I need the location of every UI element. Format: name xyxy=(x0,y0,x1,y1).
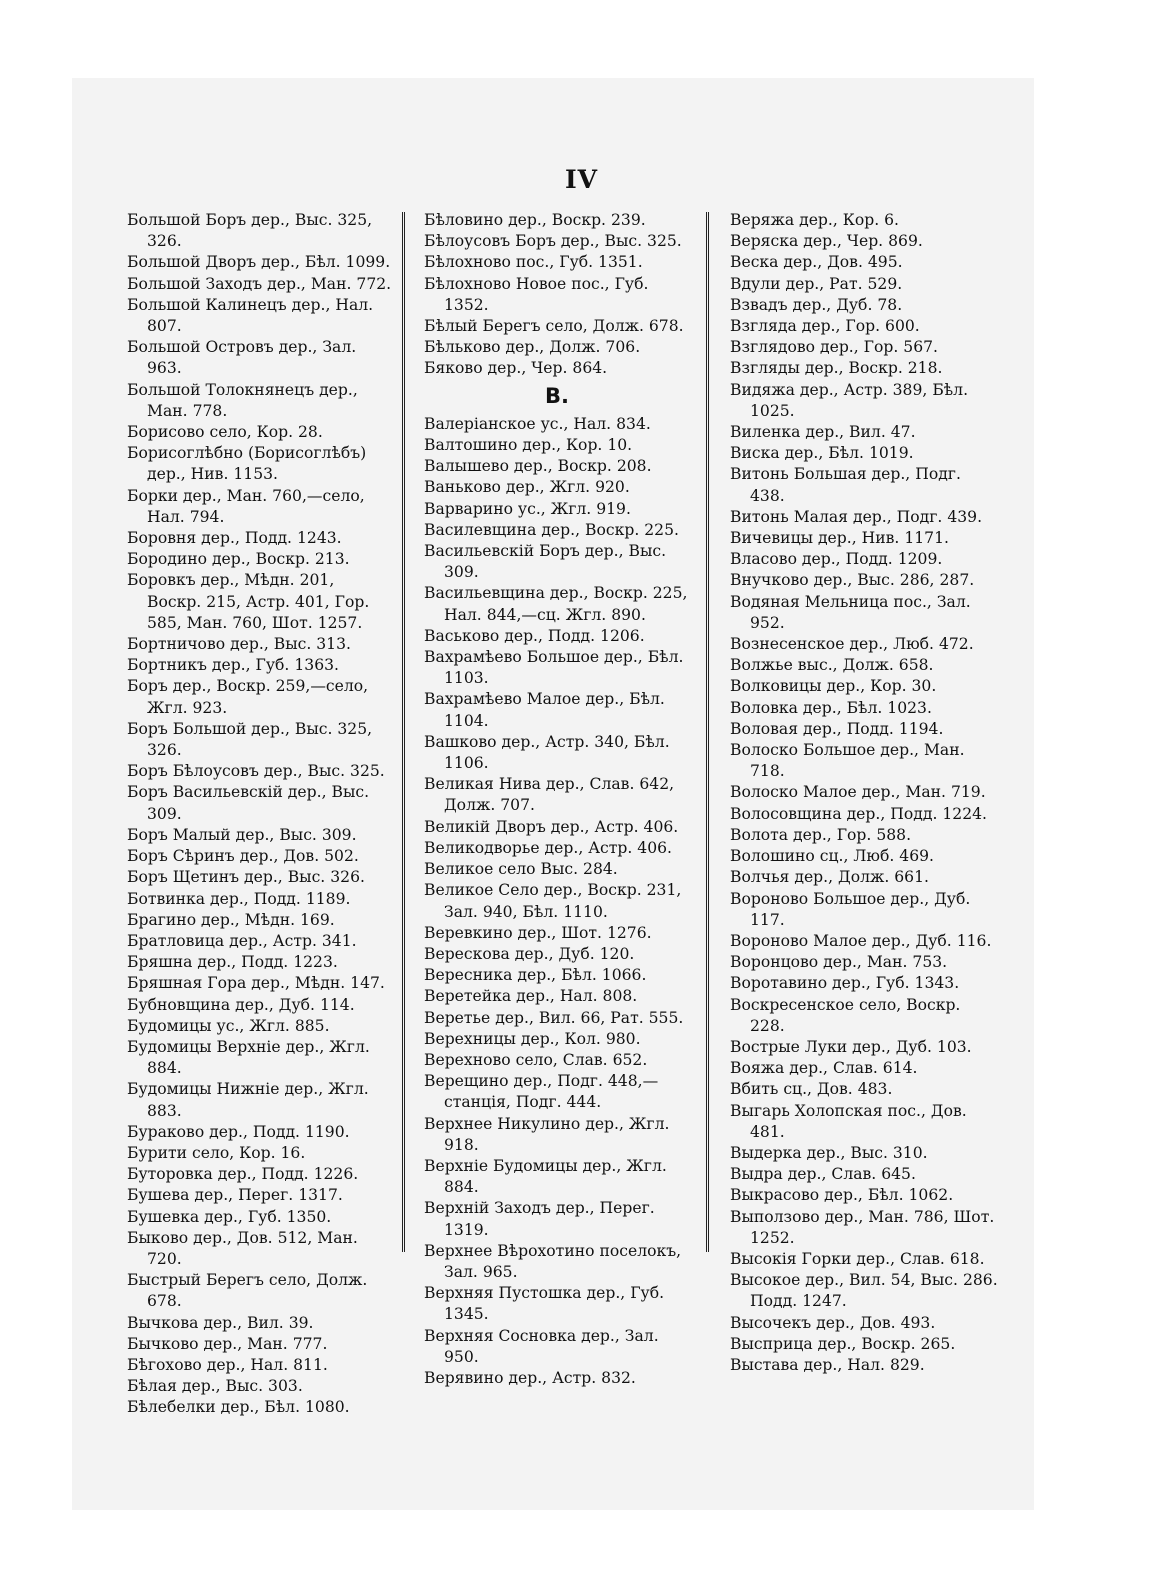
index-entry: Волошино сц., Люб. 469. xyxy=(730,847,935,866)
index-entry: Бряшна дер., Подд. 1223. xyxy=(127,953,338,972)
index-entry: Верхній Заходъ дер., Перег. 1319. xyxy=(424,1199,655,1239)
index-entry: Веретье дер., Вил. 66, Рат. 555. xyxy=(424,1008,684,1027)
index-entry: Большой Боръ дер., Выс. 325, 326. xyxy=(127,211,373,251)
section-letter-heading: В. xyxy=(545,383,569,408)
index-entry: Брагино дер., Мѣдн. 169. xyxy=(127,910,335,929)
index-entry: Выгарь Холопская пос., Дов. 481. xyxy=(730,1101,967,1141)
index-entry: Верявино дер., Астр. 832. xyxy=(424,1368,636,1387)
index-entry: Верхняя Сосновка дер., Зал. 950. xyxy=(424,1326,659,1366)
index-entry: Вичевицы дер., Нив. 1171. xyxy=(730,529,949,548)
index-entry: Видяжа дер., Астр. 389, Бѣл. 1025. xyxy=(730,380,969,420)
index-entry: Воловка дер., Бѣл. 1023. xyxy=(730,698,932,717)
index-entry: Вычкова дер., Вил. 39. xyxy=(127,1313,314,1332)
index-entry: Боровкъ дер., Мѣдн. 201, Воскр. 215, Астр. 401, Гор. 585, Ман. 760, Шот. 1257. xyxy=(127,571,370,632)
index-entry: Борки дер., Ман. 760,—село, Нал. 794. xyxy=(127,486,365,526)
index-entry: Бѣлохново пос., Губ. 1351. xyxy=(424,253,643,272)
index-entry: Верхнее Вѣрохотино поселокъ, Зал. 965. xyxy=(424,1241,682,1281)
index-entry: Веска дер., Дов. 495. xyxy=(730,253,903,272)
index-entry: Бычково дер., Ман. 777. xyxy=(127,1334,328,1353)
index-entry: Вбить сц., Дов. 483. xyxy=(730,1080,893,1099)
index-entry: Боръ Щетинъ дер., Выс. 326. xyxy=(127,868,365,887)
index-entry: Большой Калинецъ дер., Нал. 807. xyxy=(127,295,374,336)
index-entry: Большой Толокнянецъ дер., Ман. 778. xyxy=(127,380,358,420)
index-entry: Бураково дер., Подд. 1190. xyxy=(127,1122,350,1141)
index-entry: Великое село Выс. 284. xyxy=(424,860,618,879)
index-entry: Воронцово дер., Ман. 753. xyxy=(730,953,948,972)
index-entry: Взглядово дер., Гор. 567. xyxy=(730,338,939,357)
index-entry: Бѣлая дер., Выс. 303. xyxy=(127,1377,303,1396)
index-entry: Бѣловино дер., Воскр. 239. xyxy=(424,211,646,229)
index-entry: Высокія Горки дер., Слав. 618. xyxy=(730,1249,985,1268)
index-entry: Боръ дер., Воскр. 259,—село, Жгл. 923. xyxy=(127,677,369,717)
index-entry: Власово дер., Подд. 1209. xyxy=(730,550,943,569)
index-entry: Буторовка дер., Подд. 1226. xyxy=(127,1165,359,1184)
index-entry: Бѣлебелки дер., Бѣл. 1080. xyxy=(127,1398,350,1417)
index-entry: Вересника дер., Бѣл. 1066. xyxy=(424,966,647,985)
index-entry: Взвадъ дер., Дуб. 78. xyxy=(730,295,903,314)
index-entry: Веряска дер., Чер. 869. xyxy=(730,232,923,251)
index-entry: Будомицы ус., Жгл. 885. xyxy=(127,1016,330,1035)
index-entry: Бѣльково дер., Долж. 706. xyxy=(424,338,641,357)
index-entry: Бородино дер., Воскр. 213. xyxy=(127,550,350,569)
index-entry: Бушева дер., Перег. 1317. xyxy=(127,1186,343,1205)
index-entry: Волоско Большое дер., Ман. 718. xyxy=(730,741,965,781)
index-entry: Верескова дер., Дуб. 120. xyxy=(424,944,635,963)
index-entry: Вдули дер., Рат. 529. xyxy=(730,274,903,293)
index-entry: Боръ Васильевскій дер., Выс. 309. xyxy=(127,783,370,823)
index-entry: Быстрый Берегъ село, Долж. 678. xyxy=(127,1271,368,1311)
index-entry: Боръ Бѣлоусовъ дер., Выс. 325. xyxy=(127,762,385,781)
index-entry: Верещино дер., Подг. 448,—станція, Подг. 444. xyxy=(424,1072,659,1112)
index-entry: Бортничово дер., Выс. 313. xyxy=(127,635,351,654)
index-entry: Бубновщина дер., Дуб. 114. xyxy=(127,995,355,1014)
index-entry: Вознесенское дер., Люб. 472. xyxy=(730,635,974,654)
index-entry: Выдра дер., Слав. 645. xyxy=(730,1165,916,1184)
index-entry: Василевщина дер., Воскр. 225. xyxy=(424,520,679,539)
index-entry: Великодворье дер., Астр. 406. xyxy=(424,838,673,857)
index-entry: Большой Островъ дер., Зал. 963. xyxy=(127,338,357,378)
column-divider xyxy=(402,212,405,1252)
index-entry: Быково дер., Дов. 512, Ман. 720. xyxy=(127,1228,358,1268)
index-entry: Вахрамѣево Большое дер., Бѣл. 1103. xyxy=(424,648,684,688)
index-column-middle xyxy=(424,210,690,1389)
index-entry: Виленка дер., Вил. 47. xyxy=(730,423,916,442)
index-entry: Воскресенское село, Воскр. 228. xyxy=(730,995,961,1035)
index-entry: Верехново село, Слав. 652. xyxy=(424,1050,648,1069)
index-entry: Высокое дер., Вил. 54, Выс. 286. Подд. 1247. xyxy=(730,1271,998,1311)
page-number: IV xyxy=(564,165,599,194)
index-entry: Васильевскій Боръ дер., Выс. 309. xyxy=(424,542,667,582)
index-entry: Будомицы Верхніе дер., Жгл. 884. xyxy=(127,1037,370,1078)
index-entry: Бушевка дер., Губ. 1350. xyxy=(127,1207,332,1226)
index-entry: Большой Заходъ дер., Ман. 772. xyxy=(127,274,392,293)
index-entry: Витонь Малая дер., Подг. 439. xyxy=(730,507,983,526)
index-entry: Бурити село, Кор. 16. xyxy=(127,1143,306,1162)
index-entry: Высприца дер., Воскр. 265. xyxy=(730,1334,956,1353)
index-entry: Великое Село дер., Воскр. 231, Зал. 940, Бѣл. 1110. xyxy=(424,881,682,921)
index-column-right xyxy=(730,210,998,1376)
index-entry: Бяково дер., Чер. 864. xyxy=(424,359,608,378)
index-entry: Волота дер., Гор. 588. xyxy=(730,825,912,844)
index-entry: Взгляда дер., Гор. 600. xyxy=(730,317,920,336)
index-entry: Валеріанское ус., Нал. 834. xyxy=(424,414,651,433)
index-entry: Вороново Большое дер., Дуб. 117. xyxy=(730,889,971,929)
index-entry: Валышево дер., Воскр. 208. xyxy=(424,457,652,476)
index-entry: Бѣлохново Новое пос., Губ. 1352. xyxy=(424,274,649,314)
index-entry: Великая Нива дер., Слав. 642, Долж. 707. xyxy=(424,775,675,815)
index-entry: Вахрамѣево Малое дер., Бѣл. 1104. xyxy=(424,690,665,730)
index-entry: Веряжа дер., Кор. 6. xyxy=(730,211,900,229)
index-entry: Выкрасово дер., Бѣл. 1062. xyxy=(730,1186,954,1205)
index-entry: Выстава дер., Нал. 829. xyxy=(730,1355,925,1374)
index-entry: Внучково дер., Выс. 286, 287. xyxy=(730,571,975,590)
index-entry: Великій Дворъ дер., Астр. 406. xyxy=(424,817,679,836)
index-entry: Волосовщина дер., Подд. 1224. xyxy=(730,804,988,823)
index-entry: Верхніе Будомицы дер., Жгл. 884. xyxy=(424,1156,667,1197)
index-entry: Волчья дер., Долж. 661. xyxy=(730,868,929,887)
index-entry: Братловица дер., Астр. 341. xyxy=(127,931,357,950)
index-entry: Боръ Большой дер., Выс. 325, 326. xyxy=(127,719,373,760)
index-entry: Витонь Большая дер., Подг. 438. xyxy=(730,465,961,505)
index-entry: Будомицы Нижніе дер., Жгл. 883. xyxy=(127,1080,369,1120)
index-entry: Веретейка дер., Нал. 808. xyxy=(424,987,638,1006)
index-entry: Выдерка дер., Выс. 310. xyxy=(730,1143,928,1162)
index-entry: Боръ Сѣринъ дер., Дов. 502. xyxy=(127,847,359,866)
index-entry: Варварино ус., Жгл. 919. xyxy=(424,499,631,518)
index-entry: Верхнее Никулино дер., Жгл. 918. xyxy=(424,1114,670,1154)
index-entry: Бортникъ дер., Губ. 1363. xyxy=(127,656,339,675)
index-entry: Волковицы дер., Кор. 30. xyxy=(730,677,937,696)
index-entry: Бѣгохово дер., Нал. 811. xyxy=(127,1355,328,1374)
index-column-left xyxy=(127,210,392,1419)
index-entry: Веревкино дер., Шот. 1276. xyxy=(424,923,652,942)
index-entry: Ботвинка дер., Подд. 1189. xyxy=(127,889,351,908)
index-entry: Бѣлоусовъ Боръ дер., Выс. 325. xyxy=(424,232,682,251)
index-entry: Большой Дворъ дер., Бѣл. 1099. xyxy=(127,253,391,272)
index-entry: Вострые Луки дер., Дуб. 103. xyxy=(730,1037,972,1056)
index-entry: Высочекъ дер., Дов. 493. xyxy=(730,1313,936,1332)
index-entry: Верхняя Пустошка дер., Губ. 1345. xyxy=(424,1284,665,1324)
index-entry: Боръ Малый дер., Выс. 309. xyxy=(127,825,357,844)
index-entry: Волжье выс., Долж. 658. xyxy=(730,656,934,675)
index-entry: Вороново Малое дер., Дуб. 116. xyxy=(730,931,992,950)
index-entry: Верехницы дер., Кол. 980. xyxy=(424,1029,641,1048)
index-entry: Бѣлый Берегъ село, Долж. 678. xyxy=(424,317,684,336)
index-entry: Бряшная Гора дер., Мѣдн. 147. xyxy=(127,974,385,993)
index-entry: Вояжа дер., Слав. 614. xyxy=(730,1059,918,1078)
index-entry: Взгляды дер., Воскр. 218. xyxy=(730,359,943,378)
index-entry: Водяная Мельница пос., Зал. 952. xyxy=(730,592,971,632)
index-entry: Боровня дер., Подд. 1243. xyxy=(127,529,342,548)
column-divider xyxy=(706,212,709,1252)
index-entry: Воловая дер., Подд. 1194. xyxy=(730,719,944,738)
index-entry: Васьково дер., Подд. 1206. xyxy=(424,626,645,645)
index-entry: Борисоглѣбно (Борисоглѣбъ) дер., Нив. 1153. xyxy=(127,444,367,484)
index-entry: Вашково дер., Астр. 340, Бѣл. 1106. xyxy=(424,732,670,773)
index-entry: Ваньково дер., Жгл. 920. xyxy=(424,478,630,497)
index-entry: Воротавино дер., Губ. 1343. xyxy=(730,974,960,993)
index-entry: Валтошино дер., Кор. 10. xyxy=(424,436,633,455)
index-entry: Волоско Малое дер., Ман. 719. xyxy=(730,783,986,802)
index-entry: Борисово село, Кор. 28. xyxy=(127,423,323,442)
index-entry: Выползово дер., Ман. 786, Шот. 1252. xyxy=(730,1207,995,1247)
index-entry: Васильевщина дер., Воскр. 225, Нал. 844,—сц. Жгл. 890. xyxy=(424,584,688,624)
index-entry: Виска дер., Бѣл. 1019. xyxy=(730,444,914,463)
